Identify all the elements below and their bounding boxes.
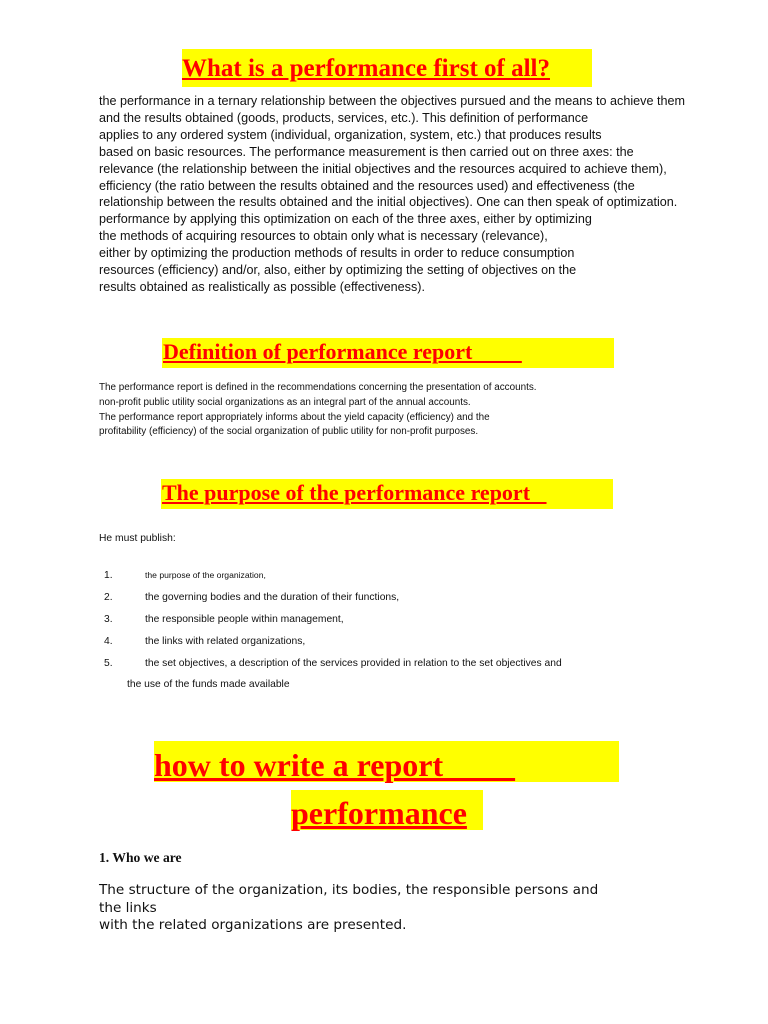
- publish-intro: He must publish:: [99, 533, 176, 544]
- list-continuation: the use of the funds made available: [127, 679, 290, 690]
- list-text: the purpose of the organization,: [145, 570, 266, 580]
- list-text: the governing bodies and the duration of their functions,: [145, 592, 400, 603]
- section-title-who-we-are: 1. Who we are: [99, 850, 182, 865]
- heading-how-to-write: how to write a report: [154, 741, 619, 782]
- list-number: 4.: [104, 636, 113, 647]
- list-text: the set objectives, a description of the services provided in relation to the set objectives and: [145, 658, 562, 669]
- list-text: the responsible people within management,: [145, 614, 344, 625]
- list-text: the links with related organizations,: [145, 636, 306, 647]
- list-number: 5.: [104, 658, 113, 669]
- list-number: 3.: [104, 614, 113, 625]
- heading-how-to-write-line2: performance: [291, 790, 483, 830]
- who-we-are-paragraph: The structure of the organization, its bodies, the responsible persons and the links with the related organizations are presented.: [99, 882, 599, 933]
- list-number: 1.: [104, 570, 113, 581]
- heading-purpose: The purpose of the performance report: [161, 479, 613, 509]
- intro-paragraph: the performance in a ternary relationship between the objectives pursued and the means to achieve them and the results obtained (goods, products, services, etc.). This definition of performance applies to any ordered system (individual, organization, system, etc.) that produces results based on basic resources. The performance measurement is then carried out on three axes: the relevance (the relationship between the initial objectives and the resources acquired to achieve them), efficiency (the ratio between the results obtained and the resources used) and effectiveness (the relationship between the results obtained and the initial objectives). One can then speak of optimization. performance by applying this optimization on each of the three axes, either by optimizing the methods of acquiring resources to obtain only what is necessary (relevance), either by optimizing the production methods of results in order to reduce consumption resources (efficiency) and/or, also, either by optimizing the setting of objectives on the results obtained as realistically as possible (effectiveness).: [99, 94, 685, 294]
- heading-what-is-performance: What is a performance first of all?: [182, 49, 592, 87]
- definition-paragraph: The performance report is defined in the recommendations concerning the presentation of accounts. non-profit public utility social organizations as an integral part of the annual accounts. The performance report appropriately informs about the yield capacity (efficiency) and the profitability (efficiency) of the social organization of public utility for non-profit purposes.: [99, 382, 537, 438]
- list-number: 2.: [104, 592, 113, 603]
- heading-definition: Definition of performance report: [162, 338, 614, 368]
